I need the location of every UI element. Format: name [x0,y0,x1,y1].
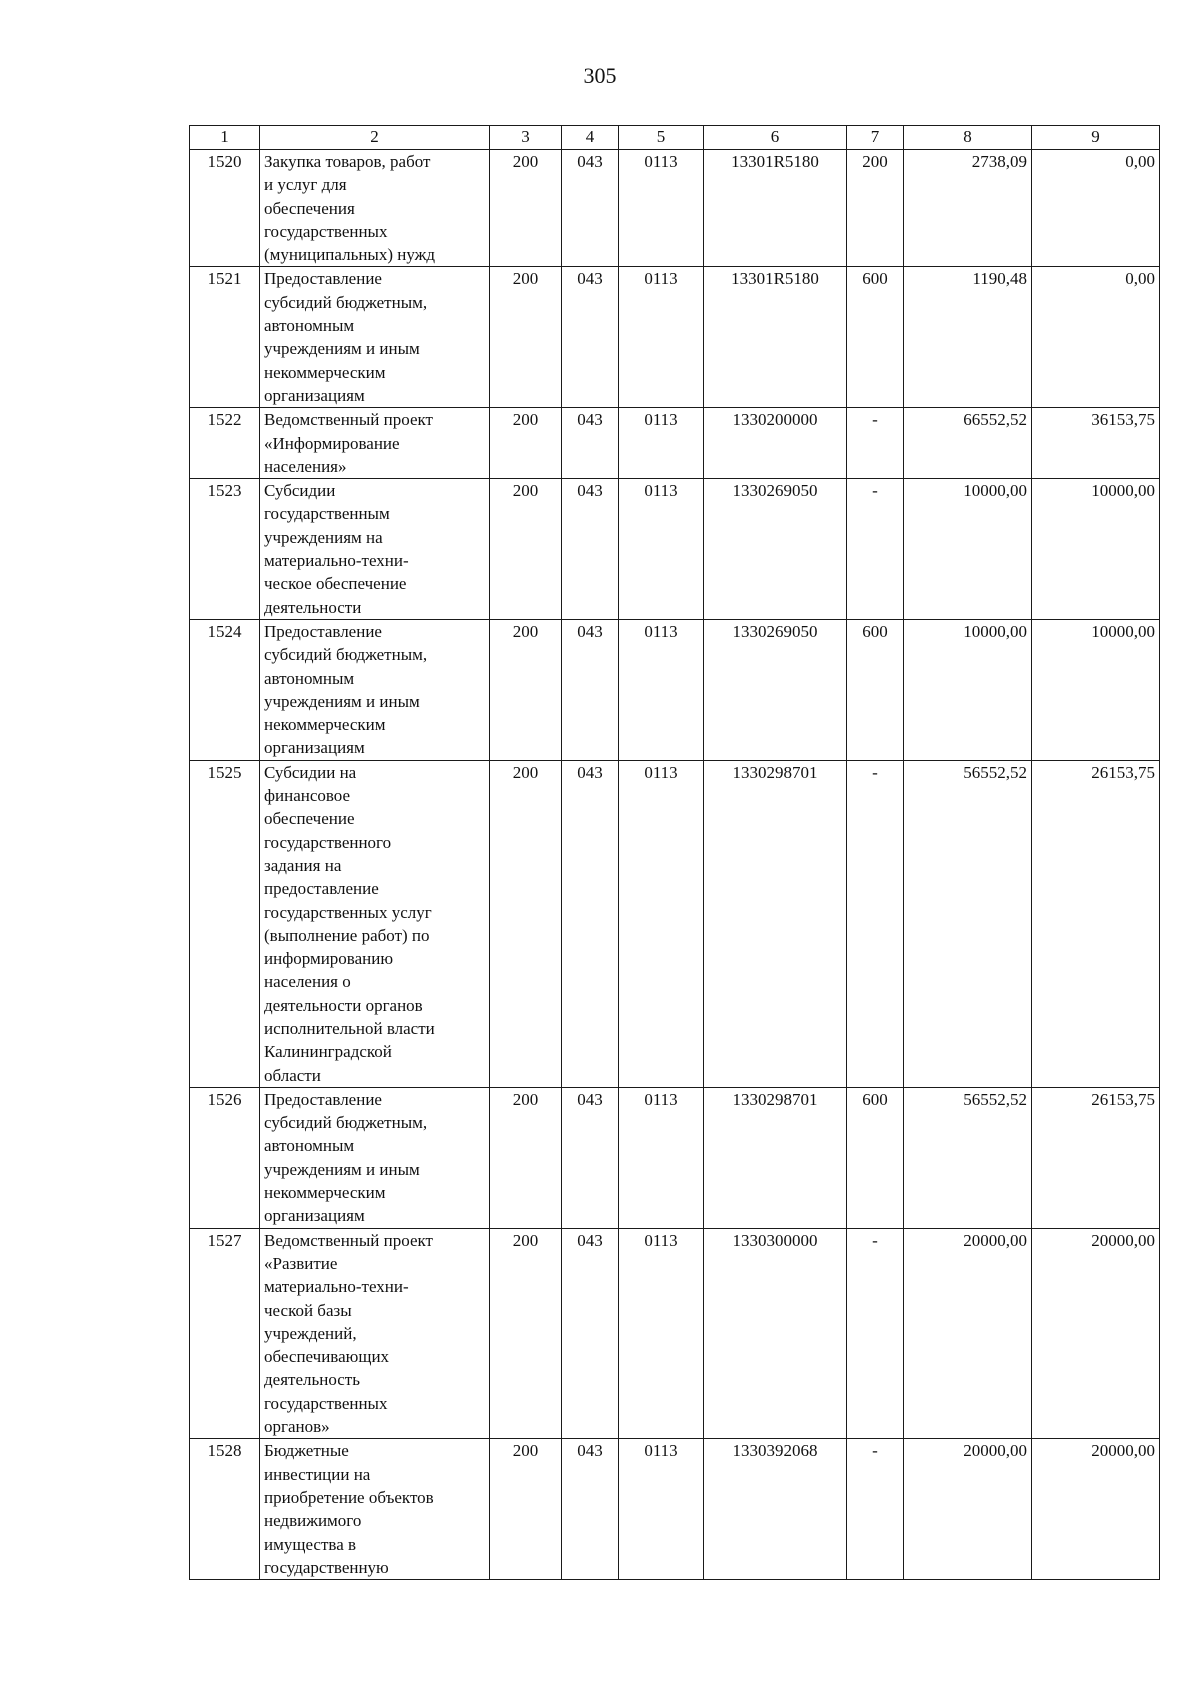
cell-target-article: 13301R5180 [704,150,847,267]
page-number: 305 [583,63,617,88]
cell-code-5: 0113 [619,1087,704,1228]
cell-code-5: 0113 [619,408,704,479]
cell-code-3: 200 [490,479,562,620]
cell-target-article: 1330392068 [704,1439,847,1580]
cell-amount-8: 20000,00 [904,1228,1032,1439]
table-row [190,619,1160,760]
cell-expense-type: - [847,408,904,479]
cell-expense-type: - [847,1439,904,1580]
cell-description: Закупка товаров, работ и услуг для обеспечения государственных (муниципальных) нужд [260,150,490,267]
cell-amount-8: 2738,09 [904,150,1032,267]
column-header-5: 5 [619,126,704,150]
cell-row-number: 1520 [190,150,260,267]
cell-code-4: 043 [562,267,619,408]
cell-amount-8: 56552,52 [904,1087,1032,1228]
cell-code-3: 200 [490,150,562,267]
cell-amount-8: 1190,48 [904,267,1032,408]
table-row [190,1439,1160,1580]
cell-amount-8: 20000,00 [904,1439,1032,1580]
cell-description: Предоставление субсидий бюджетным, автономным учреждениям и иным некоммерческим организациям [260,619,490,760]
cell-code-4: 043 [562,1087,619,1228]
cell-row-number: 1522 [190,408,260,479]
cell-expense-type: 600 [847,267,904,408]
cell-code-3: 200 [490,408,562,479]
cell-row-number: 1524 [190,619,260,760]
cell-code-5: 0113 [619,619,704,760]
table-row [190,1228,1160,1439]
column-header-6: 6 [704,126,847,150]
cell-amount-9: 10000,00 [1032,619,1160,760]
cell-code-3: 200 [490,1439,562,1580]
cell-expense-type: - [847,479,904,620]
column-header-7: 7 [847,126,904,150]
cell-expense-type: - [847,1228,904,1439]
cell-description: Субсидии на финансовое обеспечение государственного задания на предоставление государственных услуг (выполнение работ) по информированию населения о деятельности органов исполнительной власти Калининградской области [260,760,490,1087]
cell-description: Субсидии государственным учреждениям на материально-техни- ческое обеспечение деятельности [260,479,490,620]
cell-expense-type: - [847,760,904,1087]
budget-table [189,125,1160,1580]
cell-amount-9: 0,00 [1032,267,1160,408]
column-header-2: 2 [260,126,490,150]
cell-row-number: 1525 [190,760,260,1087]
cell-row-number: 1523 [190,479,260,620]
column-header-3: 3 [490,126,562,150]
table-row [190,1087,1160,1228]
cell-description: Предоставление субсидий бюджетным, автономным учреждениям и иным некоммерческим организациям [260,1087,490,1228]
cell-code-5: 0113 [619,1228,704,1439]
cell-row-number: 1528 [190,1439,260,1580]
cell-code-3: 200 [490,619,562,760]
column-header-1: 1 [190,126,260,150]
header-row [190,126,1160,150]
table-row [190,267,1160,408]
cell-amount-9: 20000,00 [1032,1228,1160,1439]
cell-code-4: 043 [562,408,619,479]
cell-code-4: 043 [562,150,619,267]
cell-target-article: 1330269050 [704,479,847,620]
cell-description: Бюджетные инвестиции на приобретение объектов недвижимого имущества в государственную [260,1439,490,1580]
cell-expense-type: 600 [847,619,904,760]
cell-description: Ведомственный проект «Информирование населения» [260,408,490,479]
cell-target-article: 13301R5180 [704,267,847,408]
cell-amount-8: 56552,52 [904,760,1032,1087]
cell-code-4: 043 [562,1228,619,1439]
table-row [190,760,1160,1087]
cell-row-number: 1526 [190,1087,260,1228]
cell-code-3: 200 [490,1087,562,1228]
cell-expense-type: 200 [847,150,904,267]
cell-code-4: 043 [562,619,619,760]
cell-amount-9: 36153,75 [1032,408,1160,479]
cell-amount-9: 0,00 [1032,150,1160,267]
cell-row-number: 1521 [190,267,260,408]
cell-code-5: 0113 [619,150,704,267]
cell-target-article: 1330300000 [704,1228,847,1439]
cell-code-5: 0113 [619,1439,704,1580]
cell-code-4: 043 [562,479,619,620]
cell-code-5: 0113 [619,760,704,1087]
cell-code-3: 200 [490,1228,562,1439]
table-row [190,150,1160,267]
cell-amount-9: 20000,00 [1032,1439,1160,1580]
cell-target-article: 1330298701 [704,1087,847,1228]
cell-expense-type: 600 [847,1087,904,1228]
cell-row-number: 1527 [190,1228,260,1439]
cell-code-4: 043 [562,760,619,1087]
column-header-9: 9 [1032,126,1160,150]
cell-amount-9: 26153,75 [1032,760,1160,1087]
cell-amount-9: 26153,75 [1032,1087,1160,1228]
column-header-8: 8 [904,126,1032,150]
cell-amount-8: 10000,00 [904,619,1032,760]
cell-code-3: 200 [490,267,562,408]
cell-description: Ведомственный проект «Развитие материально-техни- ческой базы учреждений, обеспечивающих деятельность государственных органов» [260,1228,490,1439]
cell-target-article: 1330269050 [704,619,847,760]
table-body [190,150,1160,1580]
cell-target-article: 1330298701 [704,760,847,1087]
cell-code-5: 0113 [619,479,704,620]
cell-description: Предоставление субсидий бюджетным, автономным учреждениям и иным некоммерческим организациям [260,267,490,408]
cell-code-4: 043 [562,1439,619,1580]
cell-code-5: 0113 [619,267,704,408]
column-header-4: 4 [562,126,619,150]
table-row [190,408,1160,479]
cell-amount-8: 10000,00 [904,479,1032,620]
cell-code-3: 200 [490,760,562,1087]
table-row [190,479,1160,620]
cell-target-article: 1330200000 [704,408,847,479]
cell-amount-9: 10000,00 [1032,479,1160,620]
cell-amount-8: 66552,52 [904,408,1032,479]
